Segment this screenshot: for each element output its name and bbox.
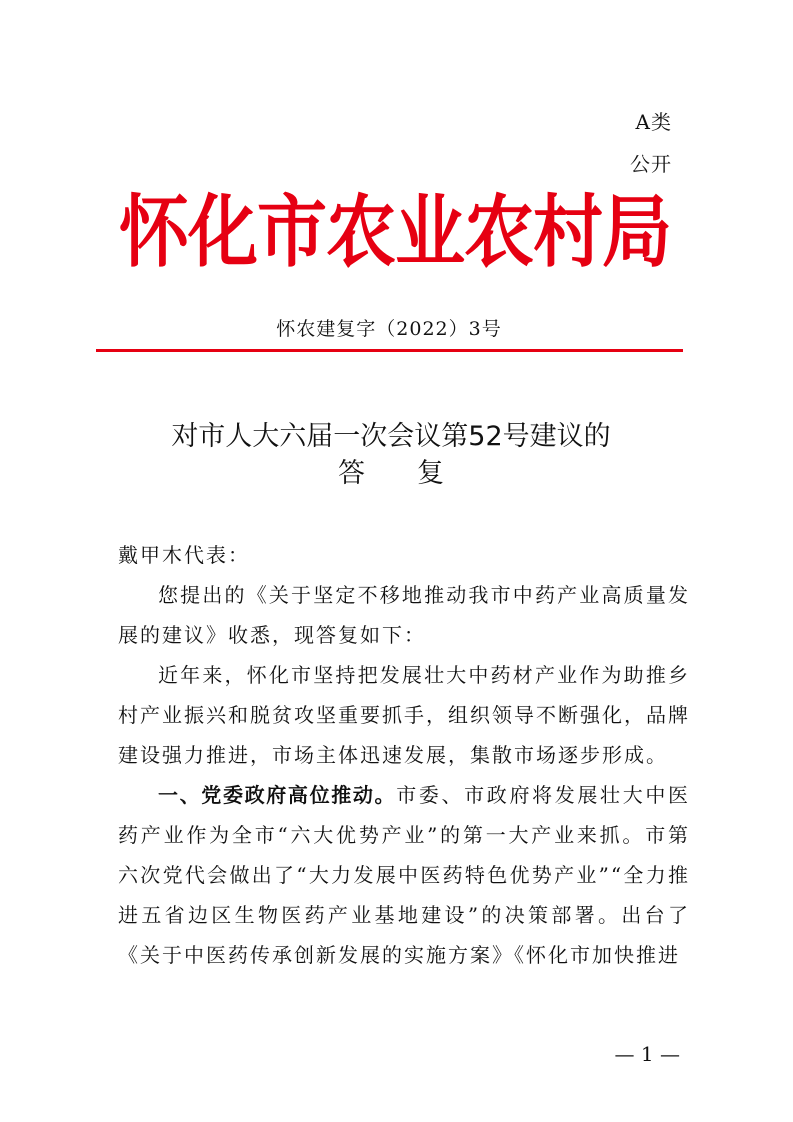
classification-mark: A类 xyxy=(635,110,672,134)
body-paragraph: 近年来，怀化市坚持把发展壮大中药材产业作为助推乡村产业振兴和脱贫攻坚重要抓手，组织领导不断强化，品牌建设强力推进，市场主体迅速发展，集散市场逐步形成。 xyxy=(118,663,690,767)
body-paragraph xyxy=(118,775,690,975)
document-title-line-2: 答复 xyxy=(338,458,496,489)
section-text: 市委、市政府将发展壮大中医药产业作为全市“六大优势产业”的第一大产业来抓。市第六次党代会做出了“大力发展中医药特色优势产业”“全力推进五省边区生物医药产业基地建设”的决策部署。出台了《关于中医药传承创新发展的实施方案》《怀化市加快推进 xyxy=(118,783,691,967)
red-divider-line xyxy=(96,349,683,352)
page-number: — 1 — xyxy=(614,1042,680,1066)
disclosure-mark: 公开 xyxy=(630,152,672,176)
document-title-line-1: 对市人大六届一次会议第52号建议的 xyxy=(171,421,611,452)
body-paragraph: 您提出的《关于坚定不移地推动我市中药产业高质量发展的建议》收悉，现答复如下： xyxy=(118,583,690,647)
document-body xyxy=(118,535,690,975)
issuing-agency-masthead: 怀化市农业农村局 xyxy=(119,186,671,278)
salutation: 戴甲木代表： xyxy=(118,543,250,567)
section-heading: 一、党委政府高位推动。 xyxy=(158,783,397,807)
document-number: 怀农建复字（2022）3号 xyxy=(276,318,502,340)
